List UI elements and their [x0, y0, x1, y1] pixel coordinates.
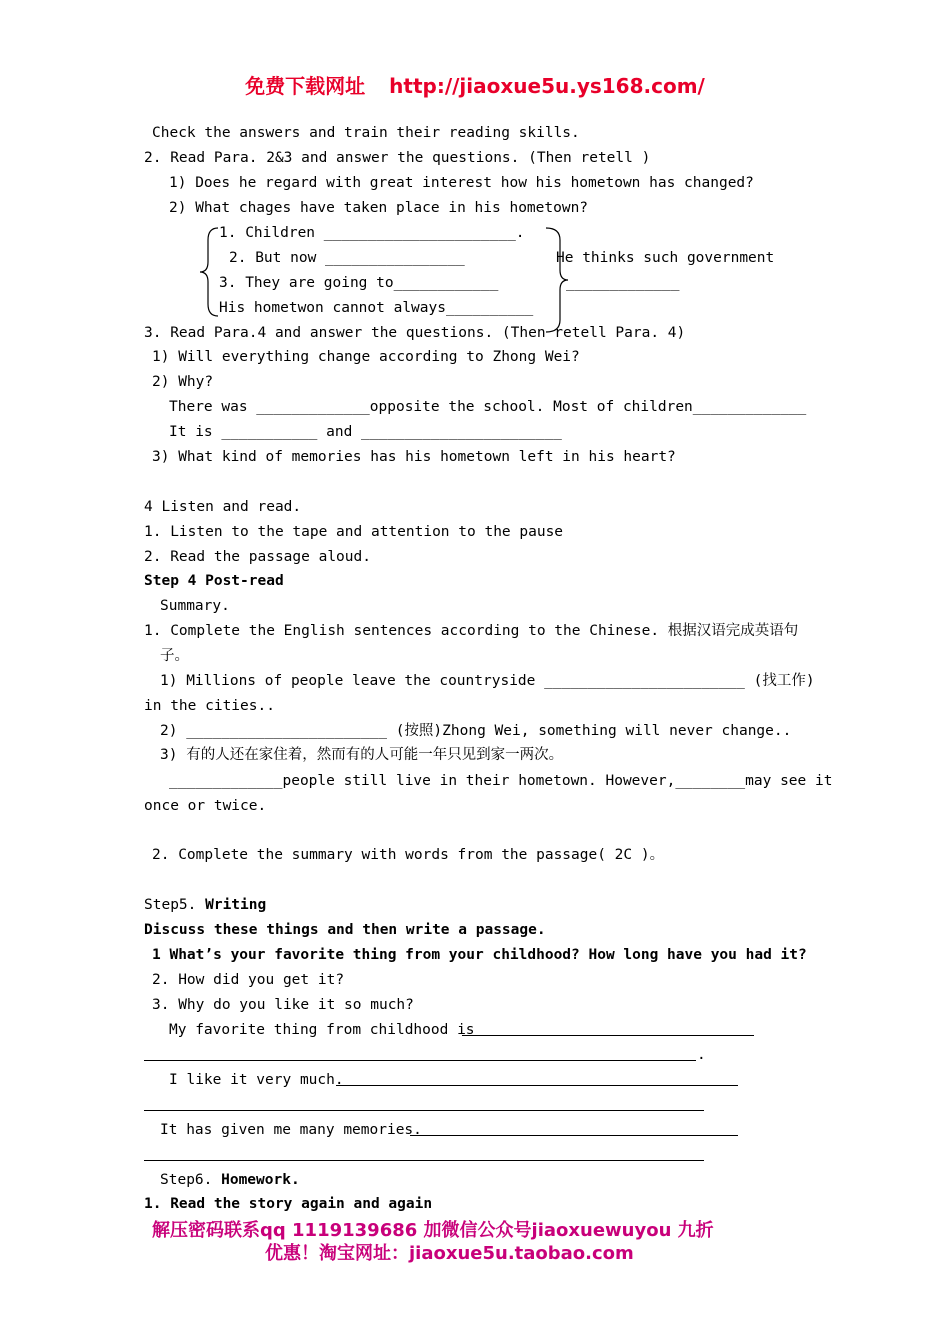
sentence-1: 1) Millions of people leave the countryside _______________________ (找工作)	[160, 673, 815, 689]
writing-blank-line	[144, 1110, 704, 1111]
line-read-para-4: 3. Read Para.4 and answer the questions. (Then retell Para. 4)	[144, 325, 686, 341]
brace-item-1: 1. Children ______________________.	[219, 225, 525, 241]
listen-item-2: 2. Read the passage aloud.	[144, 549, 371, 565]
writing-question-1: 1 What’s your favorite thing from your childhood? How long have you had it?	[152, 947, 807, 963]
writing-prompt-like: I like it very much.	[169, 1072, 344, 1088]
question-2: 2) What chages have taken place in his hometown?	[169, 200, 589, 216]
step5-label: Step5.	[144, 897, 206, 913]
sentence-2: 2) _______________________ (按照)Zhong Wei, something will never change..	[160, 723, 792, 739]
discuss-instruction: Discuss these things and then write a passage.	[144, 922, 546, 938]
brace-item-2: 2. But now ________________	[229, 250, 465, 266]
line-read-para-2-3: 2. Read Para. 2&3 and answer the questions. (Then retell )	[144, 150, 651, 166]
writing-prompt-favorite: My favorite thing from childhood is	[169, 1022, 475, 1038]
writing-blank-line	[410, 1135, 738, 1136]
complete-sentences-instruction: 1. Complete the English sentences according to the Chinese. 根据汉语完成英语句	[144, 623, 799, 639]
footer-line-2: 优惠！淘宝网址：jiaoxue5u.taobao.com	[265, 1243, 634, 1264]
step5-title: Writing	[205, 897, 267, 913]
question-1: 1) Does he regard with great interest how his hometown has changed?	[169, 175, 754, 191]
writing-question-2: 2. How did you get it?	[152, 972, 345, 988]
complete-summary-instruction: 2. Complete the summary with words from the passage( 2C )。	[152, 847, 665, 863]
header-url[interactable]: http://jiaoxue5u.ys168.com/	[389, 74, 705, 98]
step5-heading	[144, 896, 266, 914]
writing-blank-line	[144, 1060, 696, 1061]
listen-item-1: 1. Listen to the tape and attention to the pause	[144, 524, 564, 540]
sentence-3-chinese: 3) 有的人还在家住着，然而有的人可能一年只见到家一两次。	[160, 747, 564, 763]
sentence-1-cont: in the cities..	[144, 698, 275, 714]
writing-prompt-memories: It has given me many memories.	[160, 1122, 422, 1138]
step6-title: Homework.	[221, 1172, 300, 1188]
there-was-line: There was _____________opposite the school. Most of children_____________	[169, 399, 807, 415]
section-listen-read: 4 Listen and read.	[144, 499, 302, 515]
para4-question-1: 1) Will everything change according to Zhong Wei?	[152, 349, 580, 365]
summary-label: Summary.	[160, 598, 230, 614]
it-is-line: It is ___________ and _______________________	[169, 424, 562, 440]
government-text: He thinks such government	[556, 250, 775, 266]
sentence-3-cont: once or twice.	[144, 798, 267, 814]
step4-heading: Step 4 Post-read	[144, 573, 284, 589]
writing-question-3: 3. Why do you like it so much?	[152, 997, 414, 1013]
brace-item-3: 3. They are going to____________	[219, 275, 499, 291]
writing-blank-line	[144, 1160, 704, 1161]
step6-label: Step6.	[160, 1172, 222, 1188]
writing-blank-line	[462, 1035, 754, 1036]
government-blank: _____________	[566, 275, 680, 291]
writing-period: .	[697, 1047, 706, 1063]
complete-sentences-instruction-cont: 子。	[160, 648, 189, 664]
header-label: 免费下载网址	[245, 74, 366, 98]
sentence-3-english: _____________people still live in their hometown. However,________may see it	[169, 773, 833, 789]
para4-question-3: 3) What kind of memories has his hometown left in his heart?	[152, 449, 676, 465]
homework-item-1: 1. Read the story again and again	[144, 1196, 433, 1212]
writing-blank-line	[336, 1085, 738, 1086]
step6-heading	[160, 1171, 300, 1189]
para4-question-2: 2) Why?	[152, 374, 214, 390]
brace-item-4: His hometwon cannot always__________	[219, 300, 534, 316]
footer-line-1: 解压密码联系qq 1119139686 加微信公众号jiaoxuewuyou 九折	[152, 1220, 714, 1241]
line-check-answers: Check the answers and train their reading skills.	[152, 125, 580, 141]
site-header	[0, 70, 950, 99]
